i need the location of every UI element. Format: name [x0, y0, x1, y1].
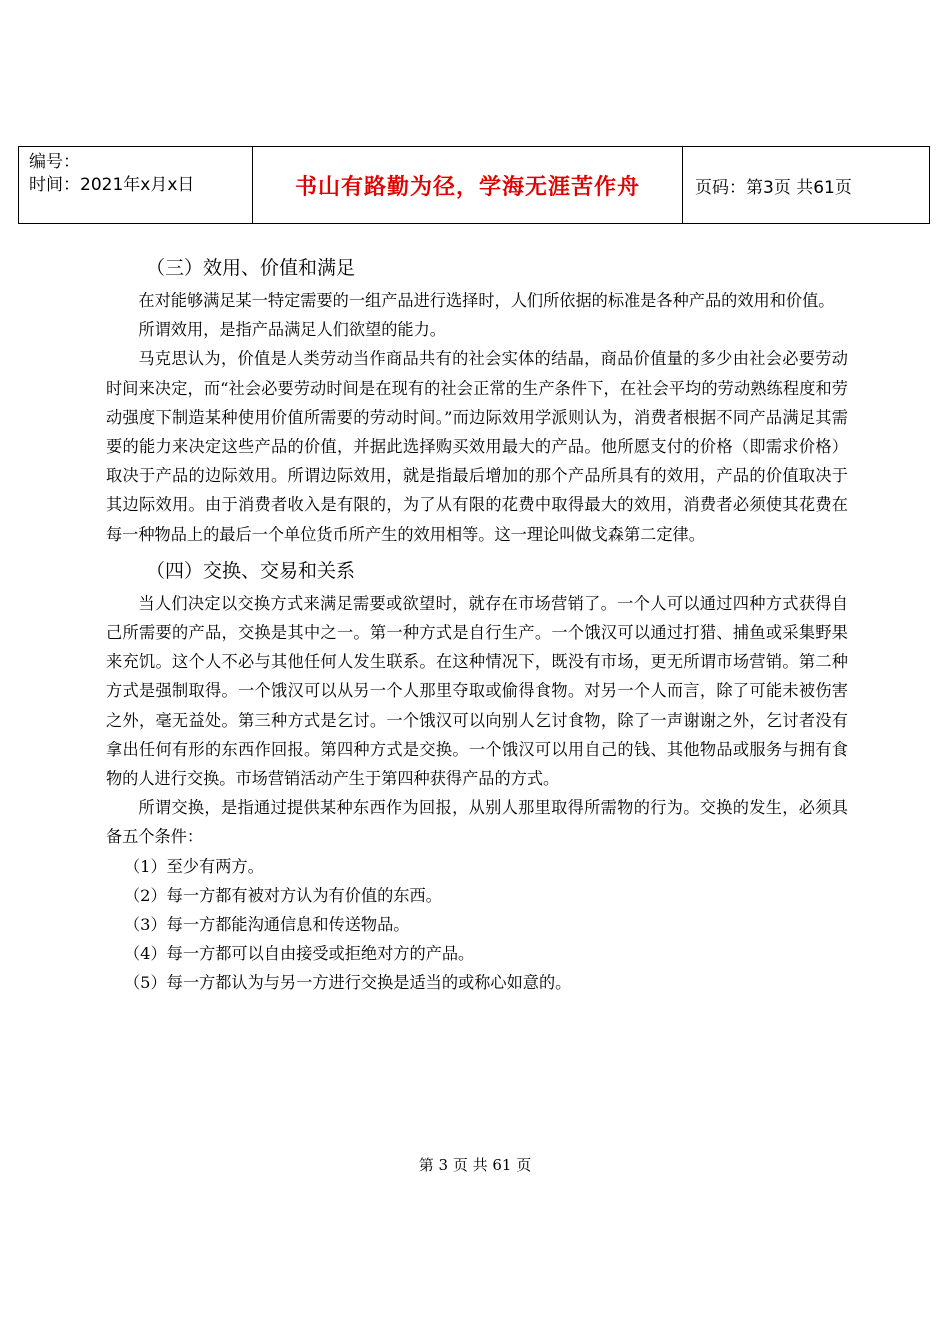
header-page-cell [683, 147, 929, 223]
header-table [18, 146, 930, 224]
paragraph: 当人们决定以交换方式来满足需要或欲望时，就存在市场营销了。一个人可以通过四种方式获得自己所需要的产品，交换是其中之一。第一种方式是自行生产。一个饿汉可以通过打猎、捕鱼或采集野果来充饥。这个人不必与其他任何人发生联系。在这种情况下，既没有市场，更无所谓市场营销。第二种方式是强制取得。一个饿汉可以从另一个人那里夺取或偷得食物。对另一个人而言，除了可能未被伤害之外，毫无益处。第三种方式是乞讨。一个饿汉可以向别人乞讨食物，除了一声谢谢之外，乞讨者没有拿出任何有形的东西作回报。第四种方式是交换。一个饿汉可以用自己的钱、其他物品或服务与拥有食物的人进行交换。市场营销活动产生于第四种获得产品的方式。 [106, 593, 848, 789]
list-item: （4）每一方都可以自由接受或拒绝对方的产品。 [124, 944, 475, 964]
section-heading: （四）交换、交易和关系 [146, 559, 356, 582]
header-motto: 书山有路勤为径，学海无涯苦作舟 [294, 174, 640, 200]
footer-page-number: 第 3 页 共 61 页 [418, 1156, 532, 1174]
document-body [106, 250, 848, 998]
paragraph: 所谓效用，是指产品满足人们欲望的能力。 [138, 320, 446, 340]
paragraph: 所谓交换，是指通过提供某种东西作为回报，从别人那里取得所需物的行为。交换的发生，必须具备五个条件： [106, 798, 848, 847]
header-meta-cell [19, 147, 253, 223]
document-time-label: 时间：2021年x月x日 [29, 175, 195, 195]
list-item: （1）至少有两方。 [124, 856, 264, 876]
document-number-label: 编号： [29, 152, 80, 172]
header-page-info: 页码：第3页 共61页 [695, 177, 852, 198]
list-item: （3）每一方都能沟通信息和传送物品。 [124, 915, 410, 935]
list-item: （5）每一方都认为与另一方进行交换是适当的或称心如意的。 [124, 973, 572, 993]
paragraph: 在对能够满足某一特定需要的一组产品进行选择时，人们所依据的标准是各种产品的效用和价值。 [138, 291, 835, 310]
paragraph: 马克思认为，价值是人类劳动当作商品共有的社会实体的结晶，商品价值量的多少由社会必要劳动时间来决定，而“社会必要劳动时间是在现有的社会正常的生产条件下，在社会平均的劳动熟练程度和劳动强度下制造某种使用价值所需要的劳动时间。”而边际效用学派则认为，消费者根据不同产品满足其需要的能力来决定这些产品的价值，并据此选择购买效用最大的产品。他所愿支付的价格（即需求价格）取决于产品的边际效用。所谓边际效用，就是指最后增加的那个产品所具有的效用，产品的价值取决于其边际效用。由于消费者收入是有限的，为了从有限的花费中取得最大的效用，消费者必须使其花费在每一种物品上的最后一个单位货币所产生的效用相等。这一理论叫做戈森第二定律。 [106, 349, 848, 544]
list-item: （2）每一方都有被对方认为有价值的东西。 [124, 885, 442, 905]
header-motto-cell [253, 147, 683, 223]
page-footer [0, 1154, 950, 1175]
section-heading: （三）效用、价值和满足 [146, 257, 356, 279]
